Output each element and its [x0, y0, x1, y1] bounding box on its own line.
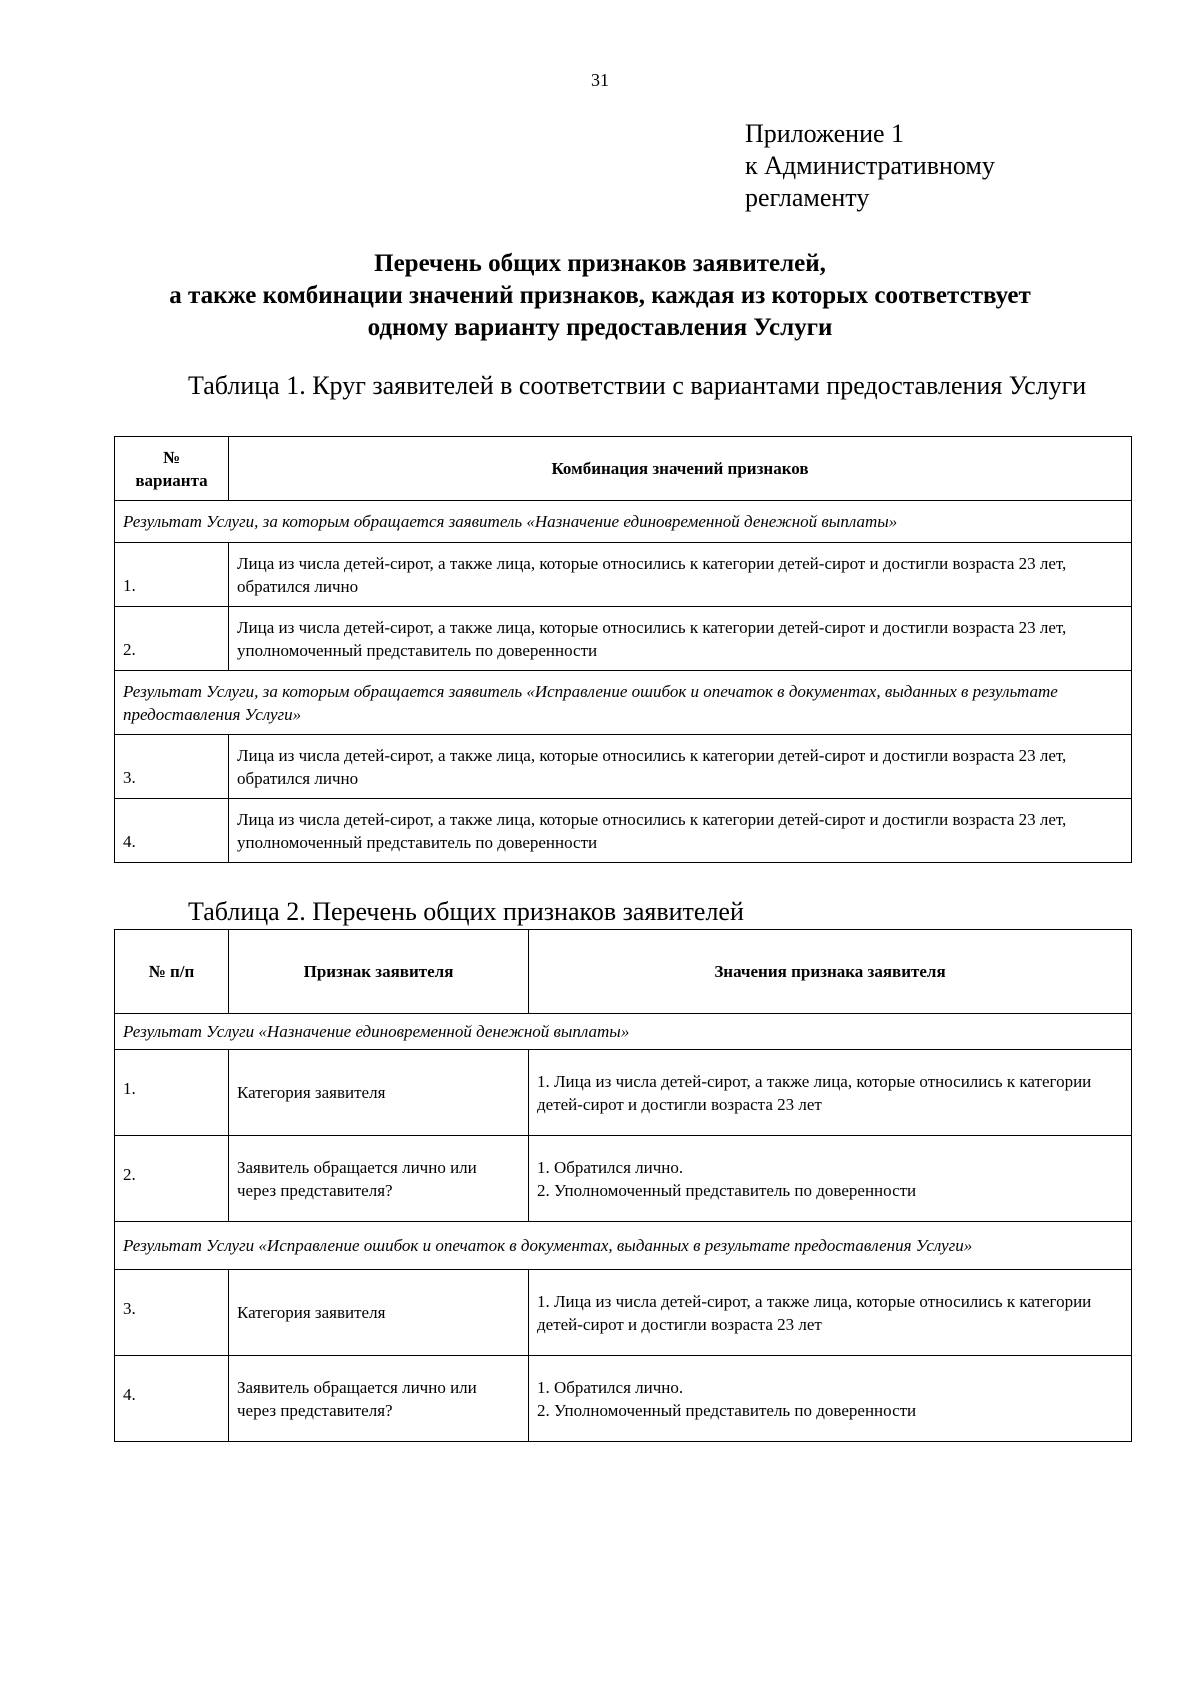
table1-section-row	[115, 501, 1132, 543]
table-row	[115, 1270, 1132, 1356]
table1-header-num	[115, 437, 229, 501]
table-row	[115, 735, 1132, 799]
appendix-note	[745, 118, 995, 214]
table-row	[115, 1050, 1132, 1136]
title-line-2: а также комбинации значений признаков, каждая из которых соответствует	[169, 282, 1031, 309]
table2-row-attr: Заявитель обращается лично или через представителя?	[229, 1136, 529, 1222]
table2-row-values	[529, 1136, 1132, 1222]
appendix-line-2: к Административному	[745, 151, 995, 180]
table1-header-combination: Комбинация значений признаков	[229, 437, 1132, 501]
table2-section-1: Результат Услуги «Назначение единовременной денежной выплаты»	[115, 1014, 1132, 1050]
title-line-1: Перечень общих признаков заявителей,	[374, 250, 826, 277]
table2-value-line: 1. Обратился лично.	[537, 1157, 684, 1177]
table1-row-num: 4.	[115, 799, 229, 863]
table1-section-2: Результат Услуги, за которым обращается заявитель «Исправление ошибок и опечаток в документах, выданных в результате предоставления Услуги»	[115, 671, 1132, 735]
table-row	[115, 1356, 1132, 1442]
table2-row-num: 1.	[115, 1050, 229, 1136]
table1-header-num-symbol: №	[162, 447, 181, 467]
table2-value-line: 2. Уполномоченный представитель по доверенности	[537, 1180, 917, 1200]
table1-section-1: Результат Услуги, за которым обращается заявитель «Назначение единовременной денежной выплаты»	[115, 501, 1132, 543]
table2-row-attr: Категория заявителя	[229, 1270, 529, 1356]
table1-row-text: Лица из числа детей-сирот, а также лица, которые относились к категории детей-сирот и достигли возраста 23 лет, обратился лично	[229, 543, 1132, 607]
table1-caption: Таблица 1. Круг заявителей в соответствии с вариантами предоставления Услуги	[188, 371, 1087, 400]
title-line-3: одному варианту предоставления Услуги	[367, 314, 833, 341]
table2-header-values: Значения признака заявителя	[529, 930, 1132, 1014]
table2-value-line: 2. Уполномоченный представитель по доверенности	[537, 1400, 917, 1420]
appendix-line-1: Приложение 1	[745, 119, 905, 148]
table2-attributes	[114, 929, 1132, 1442]
table2-row-num: 4.	[115, 1356, 229, 1442]
table1-row-text: Лица из числа детей-сирот, а также лица, которые относились к категории детей-сирот и достигли возраста 23 лет, уполномоченный представитель по доверенности	[229, 799, 1132, 863]
table1-row-text: Лица из числа детей-сирот, а также лица, которые относились к категории детей-сирот и достигли возраста 23 лет, обратился лично	[229, 735, 1132, 799]
table2-header-attr: Признак заявителя	[229, 930, 529, 1014]
table-row	[115, 607, 1132, 671]
table-row	[115, 1136, 1132, 1222]
appendix-line-3: регламенту	[745, 183, 870, 212]
table1-row-num: 3.	[115, 735, 229, 799]
table-row	[115, 543, 1132, 607]
table2-header-row	[115, 930, 1132, 1014]
table2-row-attr: Категория заявителя	[229, 1050, 529, 1136]
table1-header-row	[115, 437, 1132, 501]
table1-row-num: 2.	[115, 607, 229, 671]
document-title	[0, 248, 1200, 344]
table2-section-2: Результат Услуги «Исправление ошибок и опечаток в документах, выданных в результате предоставления Услуги»	[115, 1222, 1132, 1270]
table2-value-line: 1. Обратился лично.	[537, 1377, 684, 1397]
table2-row-num: 2.	[115, 1136, 229, 1222]
table1-applicants	[114, 436, 1132, 863]
table2-value-line: 1. Лица из числа детей-сирот, а также лица, которые относились к категории детей-сирот и достигли возраста 23 лет	[537, 1071, 1092, 1114]
table2-row-attr: Заявитель обращается лично или через представителя?	[229, 1356, 529, 1442]
table2-value-line: 1. Лица из числа детей-сирот, а также лица, которые относились к категории детей-сирот и достигли возраста 23 лет	[537, 1291, 1092, 1334]
table1-header-num-label: варианта	[135, 470, 208, 490]
page-number: 31	[591, 70, 609, 90]
table2-row-num: 3.	[115, 1270, 229, 1356]
table1-row-num: 1.	[115, 543, 229, 607]
table1-section-row	[115, 671, 1132, 735]
table2-caption: Таблица 2. Перечень общих признаков заявителей	[188, 897, 744, 926]
table-row	[115, 799, 1132, 863]
table1-row-text: Лица из числа детей-сирот, а также лица, которые относились к категории детей-сирот и достигли возраста 23 лет, уполномоченный представитель по доверенности	[229, 607, 1132, 671]
table2-row-values	[529, 1356, 1132, 1442]
table2-section-row	[115, 1014, 1132, 1050]
table2-row-values	[529, 1270, 1132, 1356]
table2-section-row	[115, 1222, 1132, 1270]
table2-header-num: № п/п	[115, 930, 229, 1014]
table2-row-values	[529, 1050, 1132, 1136]
